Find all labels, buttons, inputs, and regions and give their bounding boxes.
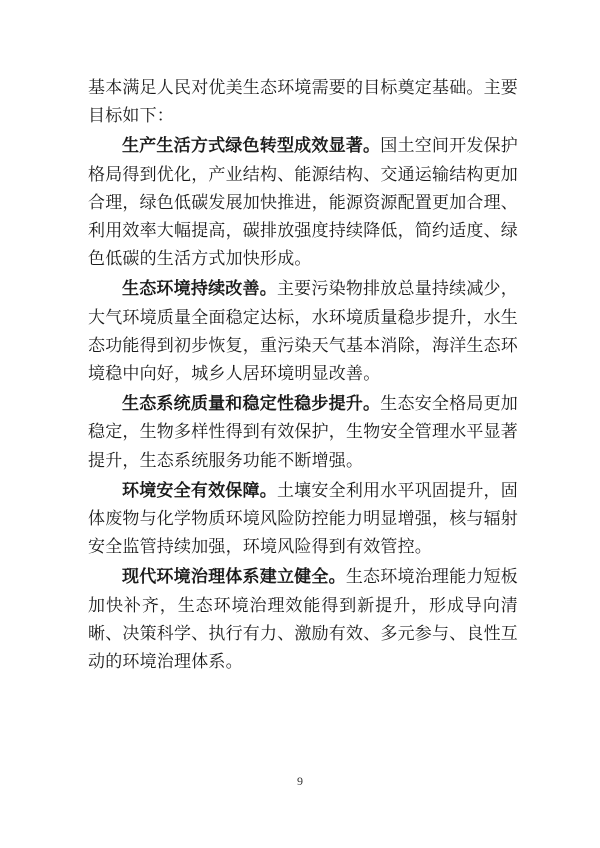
goal-paragraph-safety bbox=[88, 477, 518, 562]
goal-body: 生态环境治理能力短板加快补齐，生态环境治理效能得到新提升，形成导向清晰、决策科学、执行有力、激励有效、多元参与、良性互动的环境治理体系。 bbox=[88, 567, 519, 673]
goal-paragraph-environment bbox=[88, 275, 518, 388]
document-page bbox=[88, 74, 518, 676]
goal-title: 现代环境治理体系建立健全。 bbox=[122, 567, 346, 588]
goal-body: 国土空间开发保护格局得到优化，产业结构、能源结构、交通运输结构更加合理，绿色低碳发展加快推进，能源资源配置更加合理、利用效率大幅提高，碳排放强度持续降低，简约适度、绿色低碳的生活方式加快形成。 bbox=[88, 136, 518, 270]
goal-paragraph-lifestyle bbox=[88, 132, 518, 273]
goal-paragraph-ecosystem bbox=[88, 390, 518, 475]
goal-title: 环境安全有效保障。 bbox=[122, 480, 277, 501]
goal-title: 生产生活方式绿色转型成效显著。 bbox=[122, 136, 381, 157]
intro-paragraph: 基本满足人民对优美生态环境需要的目标奠定基础。主要目标如下： bbox=[88, 78, 518, 127]
page-number: 9 bbox=[297, 774, 303, 788]
goal-body: 生态安全格局更加稳定，生物多样性得到有效保护，生物安全管理水平显著提升，生态系统服务功能不断增强。 bbox=[88, 394, 518, 471]
goal-title: 生态系统质量和稳定性稳步提升。 bbox=[122, 394, 381, 415]
goal-body: 主要污染物排放总量持续减少，大气环境质量全面稳定达标，水环境质量稳步提升，水生态功能得到初步恢复，重污染天气基本消除，海洋生态环境稳中向好，城乡人居环境明显改善。 bbox=[88, 279, 518, 385]
goal-paragraph-governance bbox=[88, 563, 518, 676]
goal-body: 土壤安全利用水平巩固提升，固体废物与化学物质环境风险防控能力明显增强，核与辐射安全监管持续加强，环境风险得到有效管控。 bbox=[88, 480, 518, 558]
goal-title: 生态环境持续改善。 bbox=[122, 279, 277, 300]
